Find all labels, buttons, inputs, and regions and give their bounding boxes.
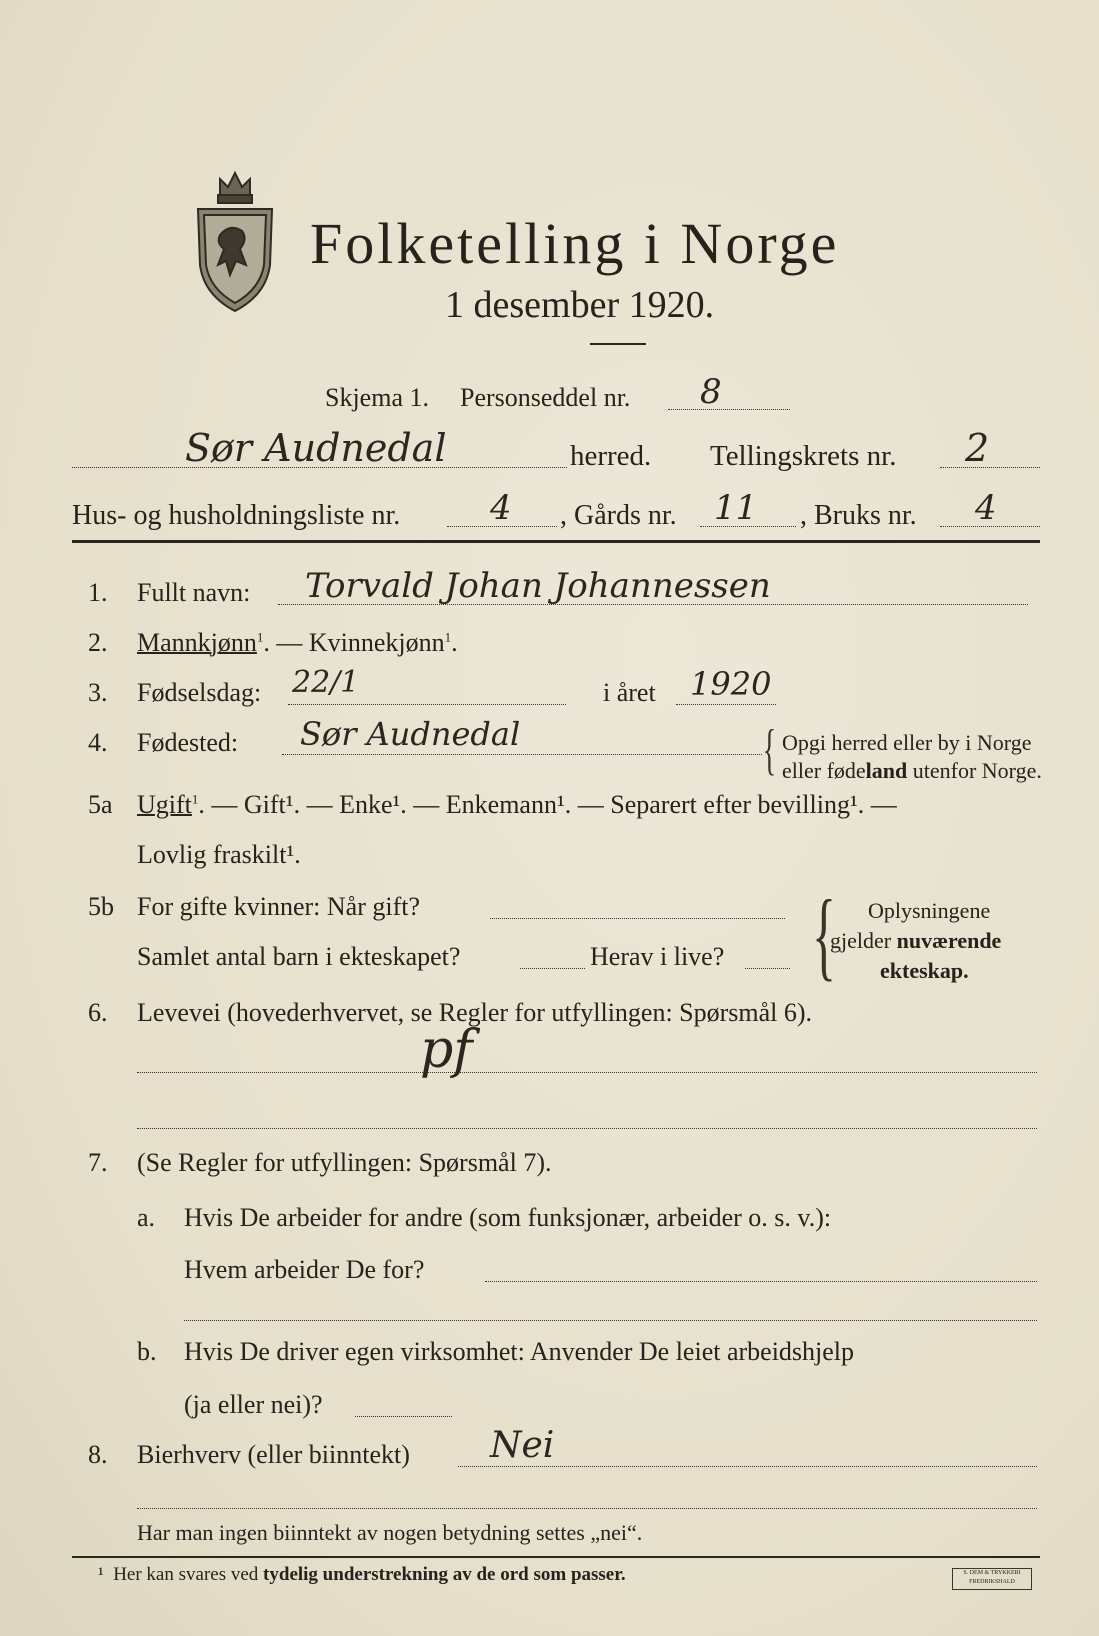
gards-value: 11: [714, 488, 758, 528]
footnote-rule: [72, 1556, 1040, 1558]
q7-number: 7.: [88, 1148, 108, 1177]
employer-field-line-1[interactable]: [485, 1281, 1037, 1282]
sex-separator: . —: [263, 628, 309, 657]
marital-other-options[interactable]: . — Gift¹. — Enke¹. — Enkemann¹. — Separert efter bevilling¹. —: [198, 790, 897, 819]
q3-label: Fødselsdag:: [137, 678, 262, 707]
q4-label: Fødested:: [137, 728, 239, 757]
q8-label: Bierhverv (eller biinntekt): [137, 1440, 410, 1469]
q5a-number: 5a: [88, 790, 113, 819]
married-when-field-line[interactable]: [490, 918, 785, 919]
birthplace-note-2: eller fødeland utenfor Norge.: [782, 758, 1042, 783]
full-name-value: Torvald Johan Johannessen: [305, 566, 771, 606]
q8-number: 8.: [88, 1440, 108, 1469]
tellingskrets-label: Tellingskrets nr.: [710, 440, 897, 472]
footnote: ¹ Her kan svares ved tydelig understrekning av de ord som passer.: [98, 1564, 626, 1585]
side-income-field-line-2[interactable]: [137, 1508, 1037, 1509]
skjema-label: Skjema 1.: [325, 383, 429, 412]
census-date: 1 desember 1920.: [445, 284, 715, 326]
birthplace-brace: {: [762, 719, 777, 781]
bruks-value: 4: [975, 488, 997, 528]
children-alive-field-line[interactable]: [745, 968, 790, 969]
footnote-mark: ¹: [98, 1564, 104, 1585]
married-when-label: For gifte kvinner: Når gift?: [137, 892, 421, 921]
birth-year-field-line[interactable]: [676, 704, 776, 705]
printer-stamp: S. DEM & TRYKKERI FREDRIKSHALD: [952, 1568, 1032, 1590]
coat-of-arms-icon: [190, 165, 280, 315]
q6-number: 6.: [88, 998, 108, 1027]
q7a-line-1: Hvis De arbeider for andre (som funksjonær, arbeider o. s. v.):: [184, 1203, 832, 1232]
occupation-field-line-2[interactable]: [137, 1128, 1037, 1129]
title-divider: [590, 343, 646, 345]
lovlig-fraskilt-option[interactable]: Lovlig fraskilt¹.: [137, 840, 301, 869]
q6-label: Levevei (hovederhvervet, se Regler for utfyllingen: Spørsmål 6).: [137, 998, 813, 1027]
marriage-brace: {: [812, 879, 836, 990]
form-title: Folketelling i Norge: [310, 211, 840, 276]
birthplace-value: Sør Audnedal: [300, 715, 521, 753]
children-alive-label: Herav i live?: [590, 942, 725, 971]
ugift-option[interactable]: Ugift: [137, 790, 192, 819]
personseddel-value: 8: [700, 372, 722, 412]
hus-value: 4: [490, 488, 512, 528]
birthday-value: 22/1: [292, 665, 360, 700]
side-income-field-line-1[interactable]: [458, 1466, 1037, 1467]
personseddel-label: Personseddel nr.: [460, 383, 631, 412]
q1-label: Fullt navn:: [137, 578, 251, 607]
male-option[interactable]: Mannkjønn: [137, 628, 257, 657]
bruks-label: , Bruks nr.: [800, 500, 917, 531]
marital-status-options: Ugift$^1$. — Gift¹. — Enke¹. — Enkemann¹. — Separert efter bevilling¹. —: [137, 790, 897, 819]
q7a-line-2: Hvem arbeider De for?: [184, 1255, 425, 1284]
side-income-note: Har man ingen biinntekt av nogen betydning settes „nei“.: [137, 1520, 643, 1545]
gards-label: , Gårds nr.: [560, 500, 677, 531]
marriage-note-2: gjelder nuværende: [830, 928, 1002, 953]
marriage-note-3: ekteskap.: [880, 958, 969, 983]
herred-label: herred.: [570, 440, 652, 472]
birthplace-field-line[interactable]: [282, 754, 762, 755]
q4-number: 4.: [88, 728, 108, 757]
herred-value: Sør Audnedal: [185, 426, 447, 470]
birth-year-value: 1920: [690, 665, 772, 703]
q7-label: (Se Regler for utfyllingen: Spørsmål 7).: [137, 1148, 552, 1177]
q7b-line-1: Hvis De driver egen virksomhet: Anvender De leiet arbeidshjelp: [184, 1337, 855, 1366]
year-label: i året: [603, 678, 656, 707]
q1-number: 1.: [88, 578, 108, 607]
q2-number: 2.: [88, 628, 108, 657]
sex-end: .: [451, 628, 458, 657]
hus-label: Hus- og husholdningsliste nr.: [72, 500, 401, 531]
q3-number: 3.: [88, 678, 108, 707]
children-count-label: Samlet antal barn i ekteskapet?: [137, 942, 461, 971]
occupation-value: pf: [420, 1020, 473, 1080]
q5b-number: 5b: [88, 892, 114, 921]
tellingskrets-value: 2: [965, 426, 990, 470]
q7b-line-2: (ja eller nei)?: [184, 1390, 323, 1419]
q7b-letter: b.: [137, 1337, 157, 1366]
birthday-field-line[interactable]: [288, 704, 566, 705]
tellingskrets-field-line[interactable]: [940, 467, 1040, 468]
employer-field-line-2[interactable]: [184, 1320, 1037, 1321]
marriage-note-1: Oplysningene: [868, 898, 991, 923]
birthplace-note-1: Opgi herred eller by i Norge: [782, 730, 1032, 755]
header-rule: [72, 540, 1040, 543]
children-count-field-line[interactable]: [520, 968, 585, 969]
side-income-value: Nei: [490, 1425, 555, 1466]
female-option[interactable]: Kvinnekjønn: [308, 628, 445, 657]
personseddel-field-line[interactable]: [668, 409, 790, 410]
hired-help-field-line[interactable]: [355, 1416, 452, 1417]
occupation-field-line-1[interactable]: [137, 1072, 1037, 1073]
sex-options: Mannkjønn$^1$. — Kvinnekjønn$^1$.: [137, 628, 458, 657]
q7a-letter: a.: [137, 1203, 156, 1232]
